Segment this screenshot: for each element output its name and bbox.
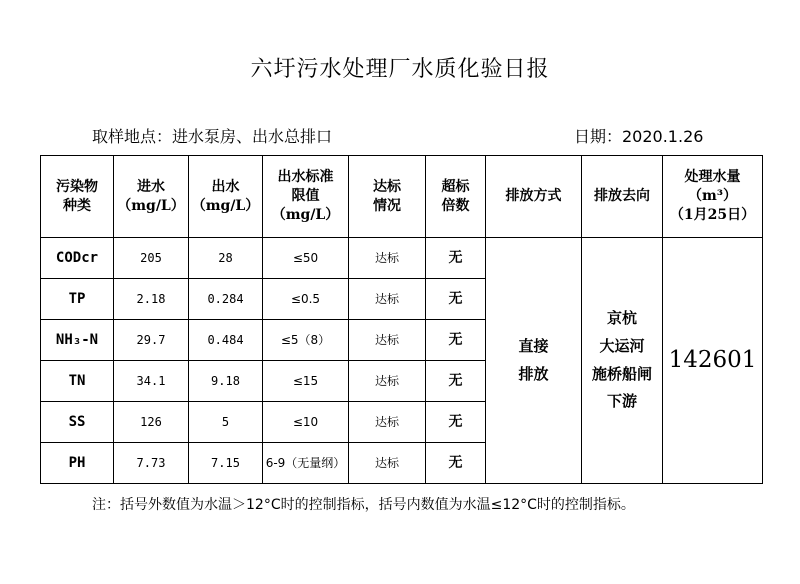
influent-value: 126 [114, 402, 189, 443]
influent-value: 7.73 [114, 443, 189, 484]
exceed-multiple: 无 [426, 402, 486, 443]
treated-volume: 142601 [663, 238, 763, 484]
influent-value: 29.7 [114, 320, 189, 361]
discharge-method: 直接 排放 [486, 238, 582, 484]
header-volume: 处理水量 （m³） （1月25日） [663, 156, 763, 238]
pollutant-name: NH₃-N [41, 320, 114, 361]
exceed-multiple: 无 [426, 279, 486, 320]
discharge-destination: 京杭 大运河 施桥船闸 下游 [582, 238, 663, 484]
header-row [41, 156, 763, 238]
standard-limit: ≤5（8） [263, 320, 349, 361]
report-date: 日期：2020.1.26 [574, 127, 704, 146]
header-pollutant: 污染物 种类 [41, 156, 114, 238]
header-standard: 出水标准 限值 （mg/L） [263, 156, 349, 238]
pollutant-name: CODcr [41, 238, 114, 279]
pollutant-name: SS [41, 402, 114, 443]
influent-value: 205 [114, 238, 189, 279]
effluent-value: 5 [189, 402, 263, 443]
effluent-value: 0.284 [189, 279, 263, 320]
effluent-value: 0.484 [189, 320, 263, 361]
table-row [41, 238, 763, 279]
compliance-status: 达标 [349, 402, 426, 443]
effluent-value: 9.18 [189, 361, 263, 402]
influent-value: 2.18 [114, 279, 189, 320]
compliance-status: 达标 [349, 238, 426, 279]
header-influent: 进水 （mg/L） [114, 156, 189, 238]
pollutant-name: TP [41, 279, 114, 320]
standard-limit: 6-9（无量纲） [263, 443, 349, 484]
standard-limit: ≤0.5 [263, 279, 349, 320]
pollutant-name: PH [41, 443, 114, 484]
compliance-status: 达标 [349, 361, 426, 402]
influent-value: 34.1 [114, 361, 189, 402]
standard-limit: ≤50 [263, 238, 349, 279]
exceed-multiple: 无 [426, 238, 486, 279]
effluent-value: 7.15 [189, 443, 263, 484]
header-discharge-method: 排放方式 [486, 156, 582, 238]
standard-limit: ≤10 [263, 402, 349, 443]
header-effluent: 出水 （mg/L） [189, 156, 263, 238]
pollutant-name: TN [41, 361, 114, 402]
header-discharge-destination: 排放去向 [582, 156, 663, 238]
standard-limit: ≤15 [263, 361, 349, 402]
report-title: 六圩污水处理厂水质化验日报 [250, 57, 550, 82]
exceed-multiple: 无 [426, 361, 486, 402]
compliance-status: 达标 [349, 443, 426, 484]
compliance-status: 达标 [349, 320, 426, 361]
effluent-value: 28 [189, 238, 263, 279]
header-exceed: 超标 倍数 [426, 156, 486, 238]
header-compliance: 达标 情况 [349, 156, 426, 238]
exceed-multiple: 无 [426, 320, 486, 361]
footnote: 注：括号外数值为水温＞12°C时的控制指标，括号内数值为水温≤12°C时的控制指标。 [92, 497, 635, 513]
compliance-status: 达标 [349, 279, 426, 320]
sampling-location: 取样地点：进水泵房、出水总排口 [92, 127, 333, 146]
water-quality-table [40, 155, 763, 484]
exceed-multiple: 无 [426, 443, 486, 484]
